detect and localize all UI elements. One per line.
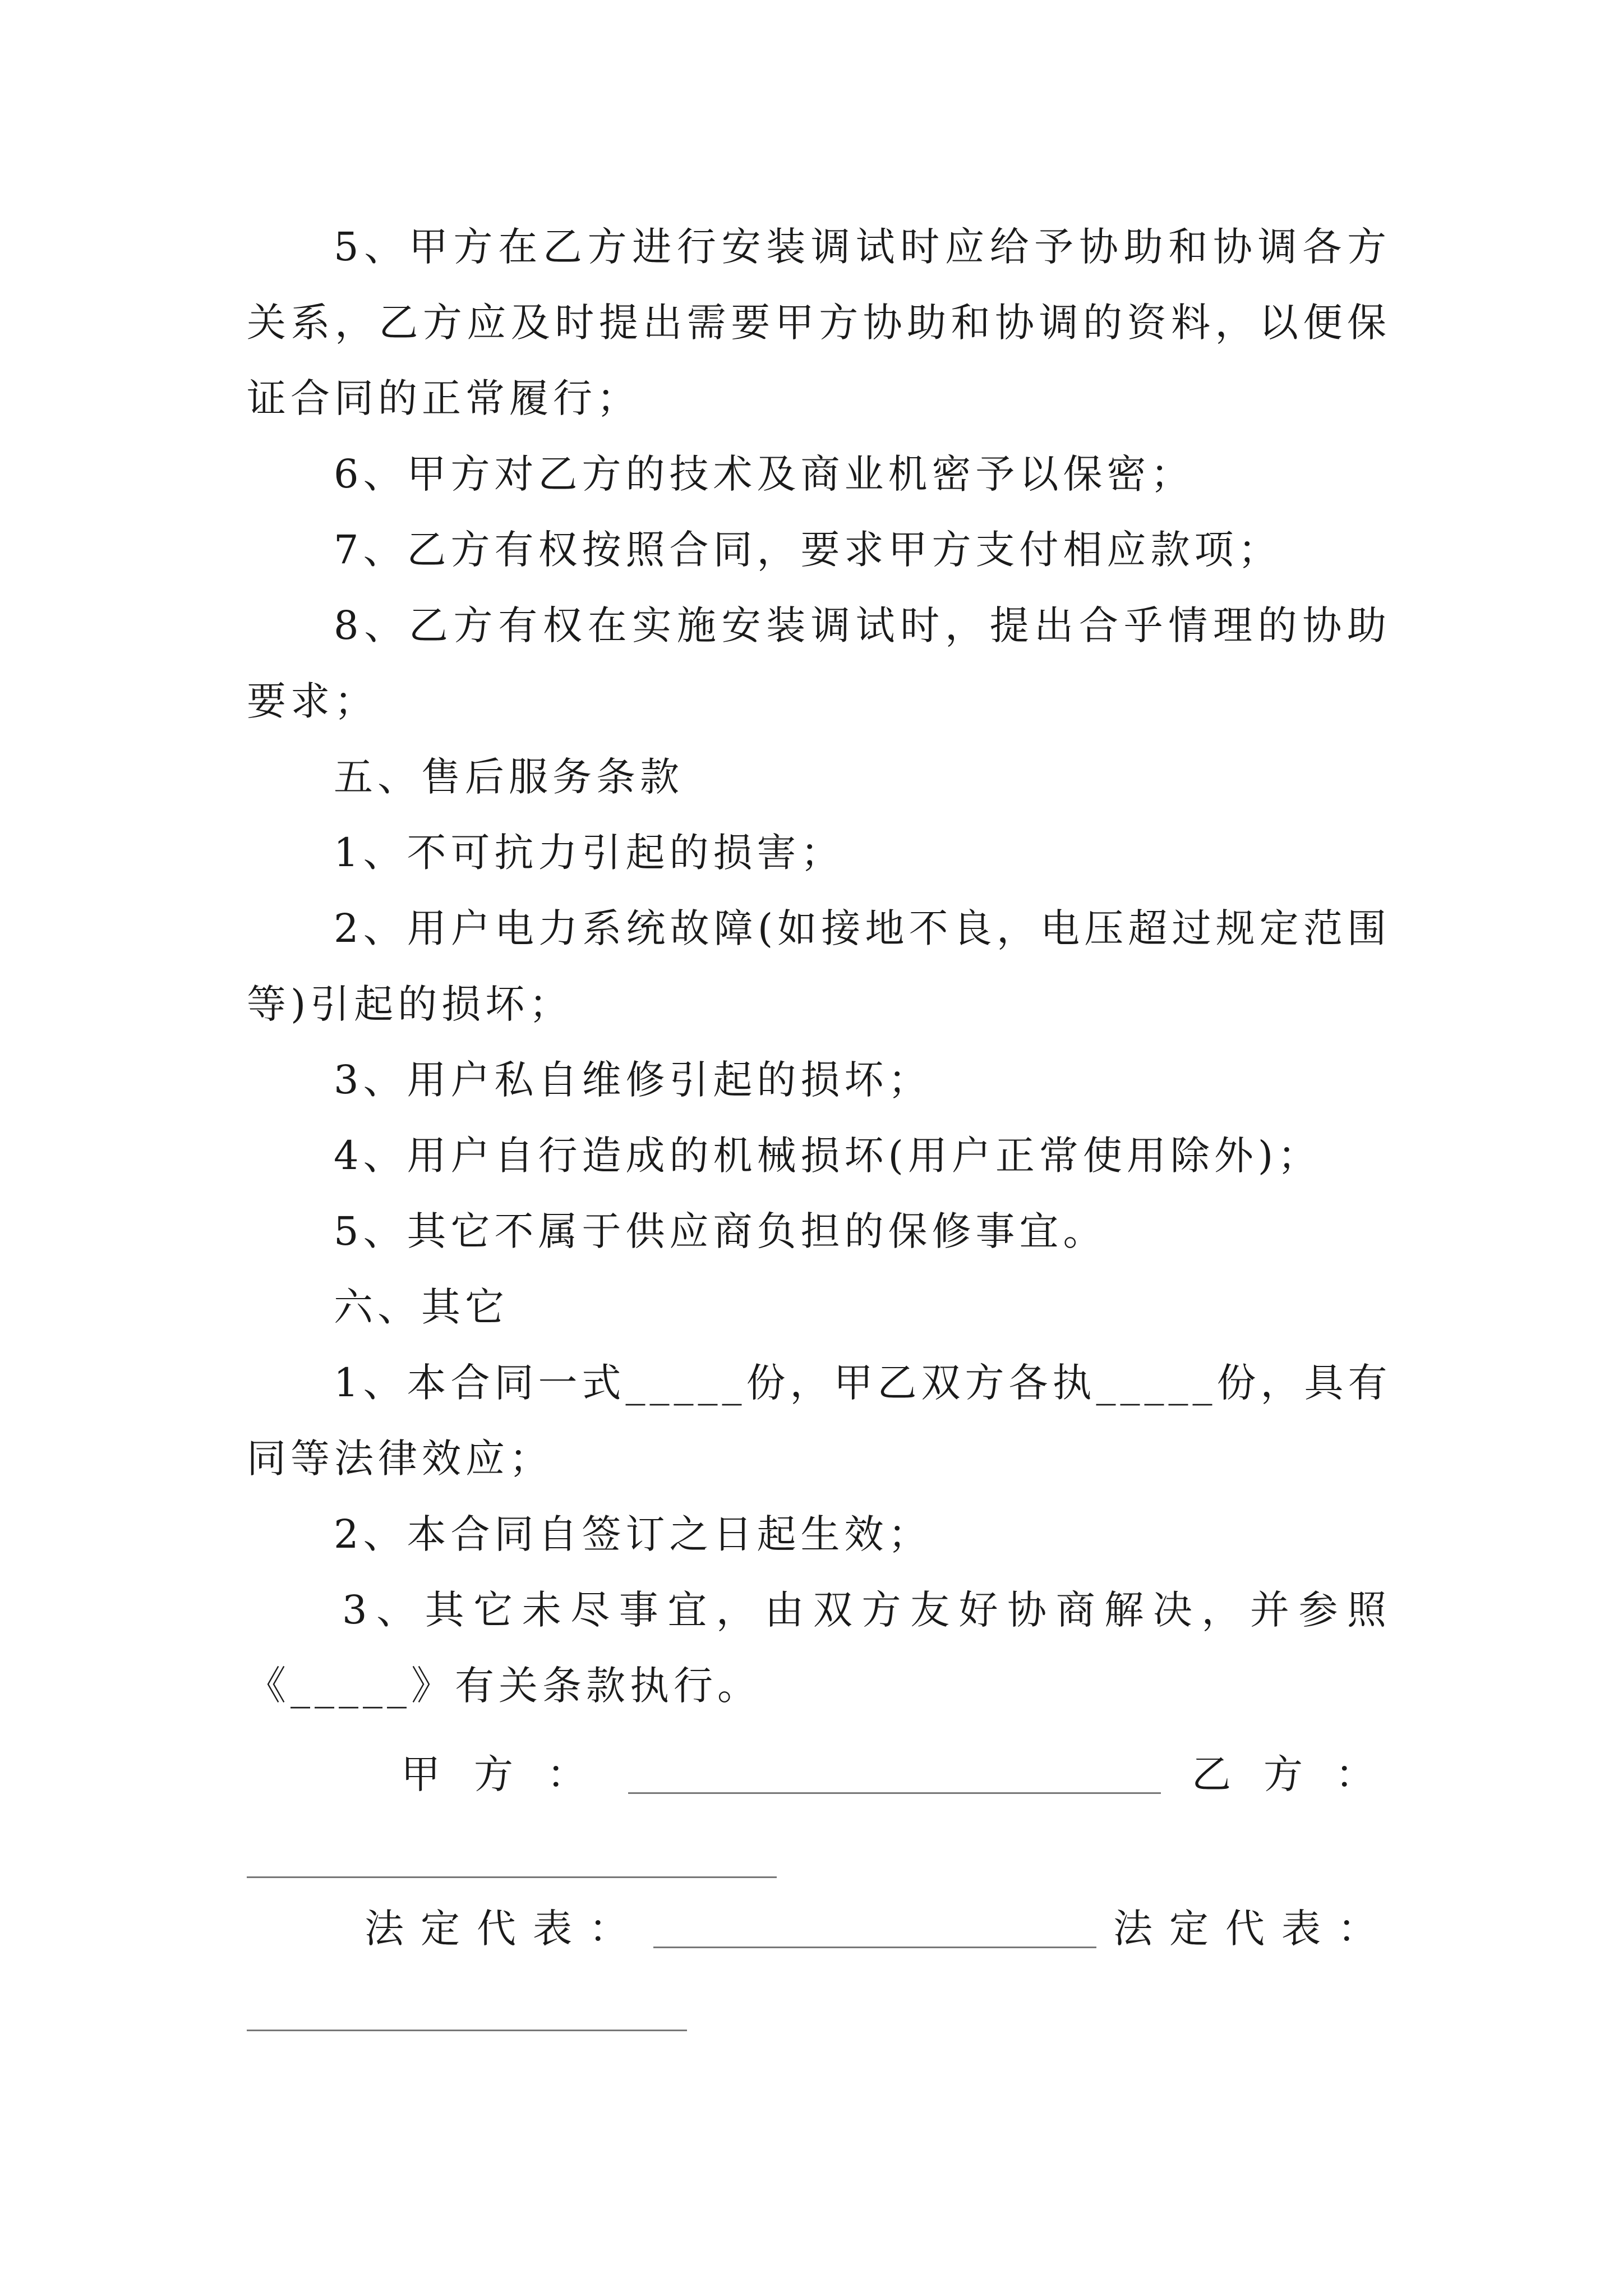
clause-a-5-line-1: 5、甲方在乙方进行安装调试时应给予协助和协调各方 xyxy=(334,224,1391,270)
other-item-2: 2、本合同自签订之日起生效； xyxy=(334,1511,932,1557)
after-sales-item-4: 4、用户自行造成的机械损坏(用户正常使用除外)； xyxy=(334,1133,1322,1179)
section-heading-other: 六、其它 xyxy=(334,1284,509,1330)
after-sales-item-3: 3、用户私自维修引起的损坏； xyxy=(334,1057,932,1103)
clause-a-7: 7、乙方有权按照合同，要求甲方支付相应款项； xyxy=(334,527,1282,573)
after-sales-item-1: 1、不可抗力引起的损害； xyxy=(334,830,845,876)
clause-a-5-line-2: 关系，乙方应及时提出需要甲方协助和协调的资料，以便保 xyxy=(247,300,1391,346)
clause-a-5-line-3: 证合同的正常履行； xyxy=(247,375,640,421)
party-b-signature-line[interactable] xyxy=(247,1876,777,1878)
rep-a-label: 法定代表： xyxy=(365,1906,645,1952)
clause-a-8-line-1: 8、乙方有权在实施安装调试时，提出合乎情理的协助 xyxy=(334,602,1391,648)
other-item-1-line-2: 同等法律效应； xyxy=(247,1435,553,1481)
after-sales-item-2-line-2: 等)引起的损坏； xyxy=(247,981,573,1027)
party-b-label: 乙方： xyxy=(1192,1751,1407,1797)
other-item-3-line-2: 《_____》有关条款执行。 xyxy=(247,1663,761,1709)
rep-b-signature-line[interactable] xyxy=(247,2030,687,2031)
after-sales-item-2-line-1: 2、用户电力系统故障(如接地不良，电压超过规定范围 xyxy=(334,905,1391,951)
party-a-signature-line[interactable] xyxy=(628,1792,1161,1794)
after-sales-item-5: 5、其它不属于供应商负担的保修事宜。 xyxy=(334,1208,1107,1254)
other-item-1-line-1: 1、本合同一式_____份，甲乙双方各执_____份，具有 xyxy=(334,1360,1392,1406)
rep-b-label: 法定代表： xyxy=(1113,1906,1394,1952)
party-a-label: 甲方： xyxy=(401,1751,620,1797)
clause-a-6: 6、甲方对乙方的技术及商业机密予以保密； xyxy=(334,451,1195,497)
section-heading-after-sales: 五、售后服务条款 xyxy=(334,754,684,800)
rep-a-signature-line[interactable] xyxy=(653,1947,1096,1948)
other-item-3-line-1: 3、其它未尽事宜，由双方友好协商解决，并参照 xyxy=(342,1587,1391,1633)
clause-a-8-line-2: 要求； xyxy=(247,678,378,724)
